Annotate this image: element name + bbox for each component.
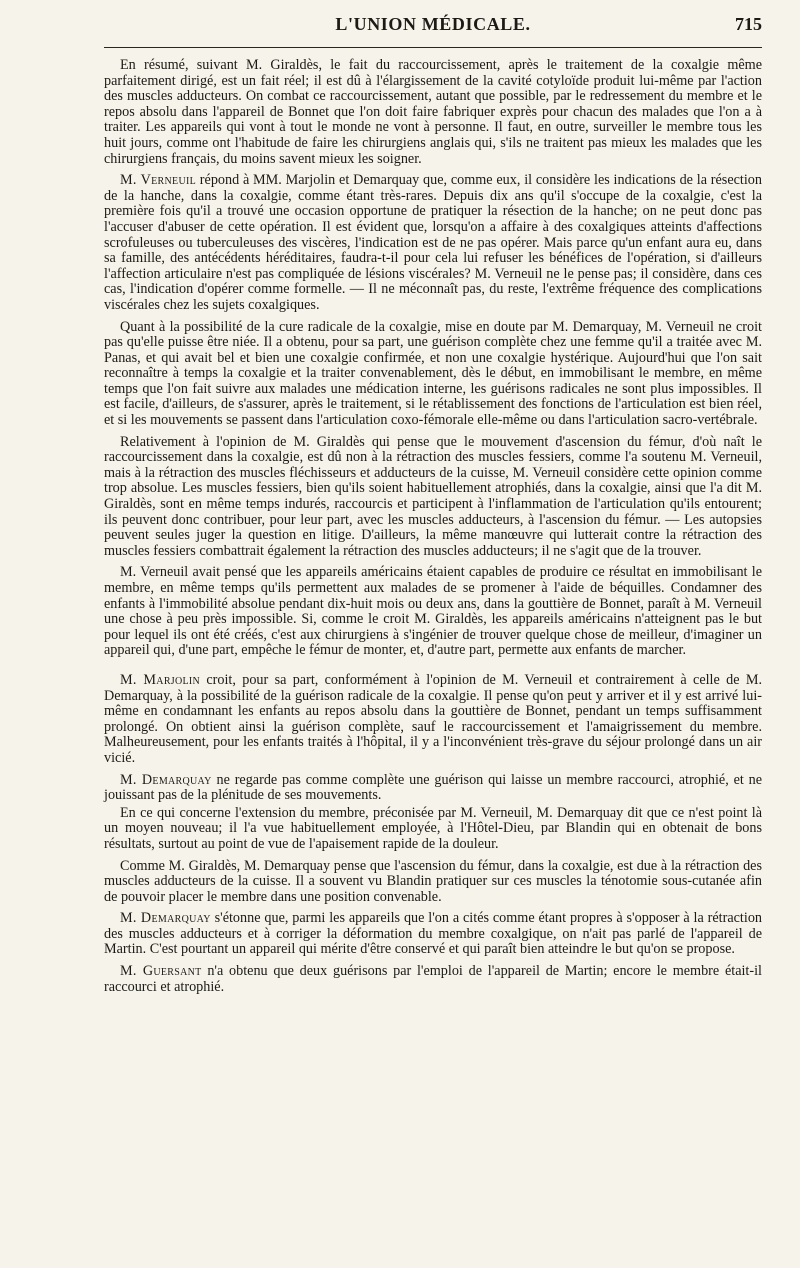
paragraph-text: n'a obtenu que deux guérisons par l'emploi de l'appareil de Martin; encore le membre était-il raccourci et atrophié. [104, 963, 762, 995]
paragraph-text: En résumé, suivant M. Giraldès, le fait du raccourcissement, après le traitement de la coxalgie même parfaitement dirigé, est un fait réel; il est dû à l'élargissement de la cavité cotyloïde produit lui-même par l'action des muscles adducteurs. On combat ce raccourcissement, autant que possible, par le redressement du membre et le repos absolu dans l'appareil de Bonnet que l'on doit faire fabriquer exprès pour chacun des malades que l'on a à traiter. Les appareils qui vont à tout le monde ne vont à personne. Il faut, en outre, surveiller le membre tous les huit jours, comme ont l'habitude de faire les chirurgiens anglais qui, s'ils ne traitent pas mieux les malades que les chirurgiens français, du moins savent mieux les soigner. [104, 57, 762, 167]
article-body [104, 58, 762, 1001]
paragraph-text: Comme M. Giraldès, M. Demarquay pense que l'ascension du fémur, dans la coxalgie, est due à la rétraction des muscles adducteurs de la cuisse. Il a souvent vu Blandin pratiquer sur ces muscles la ténotomie sous-cutanée afin de pouvoir placer le membre dans une position convenable. [104, 857, 762, 905]
paragraph-text: En ce qui concerne l'extension du membre, préconisée par M. Verneuil, M. Demarquay dit que ce n'est point là un moyen nouveau; il l'a vue habituellement employée, à l'Hôtel-Dieu, par Blandin qui en obtenait de bons résultats, surtout au point de vue de l'apaisement rapide de la douleur. [104, 804, 762, 852]
paragraph-text: ne regarde pas comme complète une guérison qui laisse un membre raccourci, atrophié, et ne jouissant pas de la plénitude de ses mouvements. [104, 771, 762, 804]
paragraph [104, 565, 762, 659]
paragraph [104, 773, 762, 804]
header-rule [104, 47, 762, 48]
paragraph [104, 58, 762, 167]
paragraph [104, 911, 762, 958]
page-header [104, 14, 762, 44]
paragraph-text: répond à MM. Marjolin et Demarquay que, comme eux, il considère les indications de la résection de la hanche, dans la coxalgie, comme étant très-rares. Depuis dix ans qu'il s'occupe de la coxalgie, c'est la première fois qu'il a trouvé une occasion opportune de pratiquer la résection de la hanche; on ne peut donc pas l'accuser d'abuser de cette opération. Il est évident que, lorsqu'on a affaire à des coxalgiques atteints d'affections scrofuleuses ou tuberculeuses des viscères, l'indication est de ne pas opérer. Mais parce qu'un enfant aura eu, dans sa famille, des antécédents héréditaires, faudra-t-il pour cela lui refuser les bénéfices de l'opération, si d'ailleurs l'affection articulaire n'est pas compliquée de lésions viscérales? M. Verneuil ne le pense pas; il considère, dans ces cas, l'indication d'opérer comme formelle. — Il ne méconnaît pas, du reste, l'extrême fréquence des complications viscérales chez les sujets coxalgiques. [104, 172, 762, 313]
paragraph [104, 320, 762, 429]
running-head: L'UNION MÉDICALE. [335, 14, 531, 34]
paragraph-text: Quant à la possibilité de la cure radicale de la coxalgie, mise en doute par M. Demarquay, M. Verneuil ne croit pas qu'elle puisse être niée. Il a obtenu, pour sa part, une guérison complète chez une femme qu'il a traitée avec M. Panas, et qui avait bel et bien une coxalgie confirmée, et non une coxalgie hystérique. Aujourd'hui que l'on sait reconnaître à temps la coxalgie et la traiter convenablement, dès le début, en immobilisant le membre, en même temps que l'on fait suivre aux malades une médication interne, les guérisons radicales ne sont plus impossibles. Il est facile, d'ailleurs, de s'assurer, après le traitement, si le rétablissement des fonctions de l'articulation est bien réel, et si les mouvements se passent dans l'articulation coxo-fémorale elle-même ou dans l'articulation sacro-vertébrale. [104, 318, 762, 429]
speaker-name: M. Demarquay [120, 771, 212, 788]
paragraph-text: croit, pour sa part, conformément à l'opinion de M. Verneuil et contrairement à celle de M. Demarquay, à la possibilité de la guérison radicale de la coxalgie. Il pense qu'on peut y arriver et il y est arrivé lui-même en condamnant les enfants au repos absolu dans la gouttière de Bonnet, pendant un temps suffisamment prolongé. On obtient ainsi la guérison complète, sauf le raccourcissement et l'amaigrissement du membre. Malheureusement, pour les enfants traités à l'hôpital, il y a l'inconvénient très-grave du séjour prolongé dans un air vicié. [104, 671, 762, 766]
paragraph [104, 173, 762, 313]
speaker-name: M. Guersant [120, 963, 202, 980]
speaker-name: M. Verneuil [120, 172, 197, 189]
paragraph-text: Relativement à l'opinion de M. Giraldès qui pense que le mouvement d'ascension du fémur, d'où naît le raccourcissement dans la coxalgie, est dû non à la rétraction des muscles fessiers, comme l'a soutenu M. Verneuil, mais à la rétraction des muscles fléchisseurs et adducteurs de la cuisse, M. Verneuil considère cette opinion comme trop absolue. Les muscles fessiers, bien qu'ils soient habituellement atrophiés, dans la coxalgie, ainsi que l'a dit M. Giraldès, sont en même temps indurés, raccourcis et participent à l'inflammation de l'articulation qu'ils entourent; ils peuvent donc contribuer, pour leur part, avec les muscles adducteurs, à l'ascension du fémur. — Les autopsies peuvent seules juger la question en litige. D'ailleurs, la même manœuvre qui lutterait contre la rétraction des muscles fessiers combattrait également la rétraction des muscles adducteurs; il ne s'agit que de la trouver. [104, 433, 762, 559]
paragraph-text: s'étonne que, parmi les appareils que l'on a cités comme étant propres à s'opposer à la rétraction des muscles adducteurs et à corriger la déformation du membre coxalgique, on n'ait pas parlé de l'appareil de Martin. C'est pourtant un appareil qui mérite d'être conservé et qui paraît bien atteindre le but qu'on se propose. [104, 910, 763, 958]
paragraph [104, 964, 762, 995]
paragraph [104, 673, 762, 767]
speaker-name: M. Marjolin [120, 671, 201, 688]
paragraph [104, 435, 762, 560]
paragraph [104, 859, 762, 906]
speaker-name: M. Demarquay [120, 910, 211, 927]
page-number: 715 [735, 14, 762, 34]
paragraph [104, 806, 762, 853]
paragraph-text: M. Verneuil avait pensé que les appareils américains étaient capables de produire ce résultat en immobilisant le membre, en même temps qu'ils permettent aux malades de se promener à l'aide de béquilles. Condamner des enfants à l'immobilité absolue pendant dix-huit mois ou deux ans, dans la gouttière de Bonnet, paraît à M. Verneuil une chose à peu près impossible. Si, comme le croit M. Giraldès, les appareils américains n'atteignent pas le but pour lequel ils ont été créés, c'est aux chirurgiens à s'ingénier de trouver quelque chose de meilleur, d'imaginer un appareil qui, d'une part, empêche le fémur de monter, et, d'autre part, permette aux enfants de marcher. [104, 564, 762, 659]
